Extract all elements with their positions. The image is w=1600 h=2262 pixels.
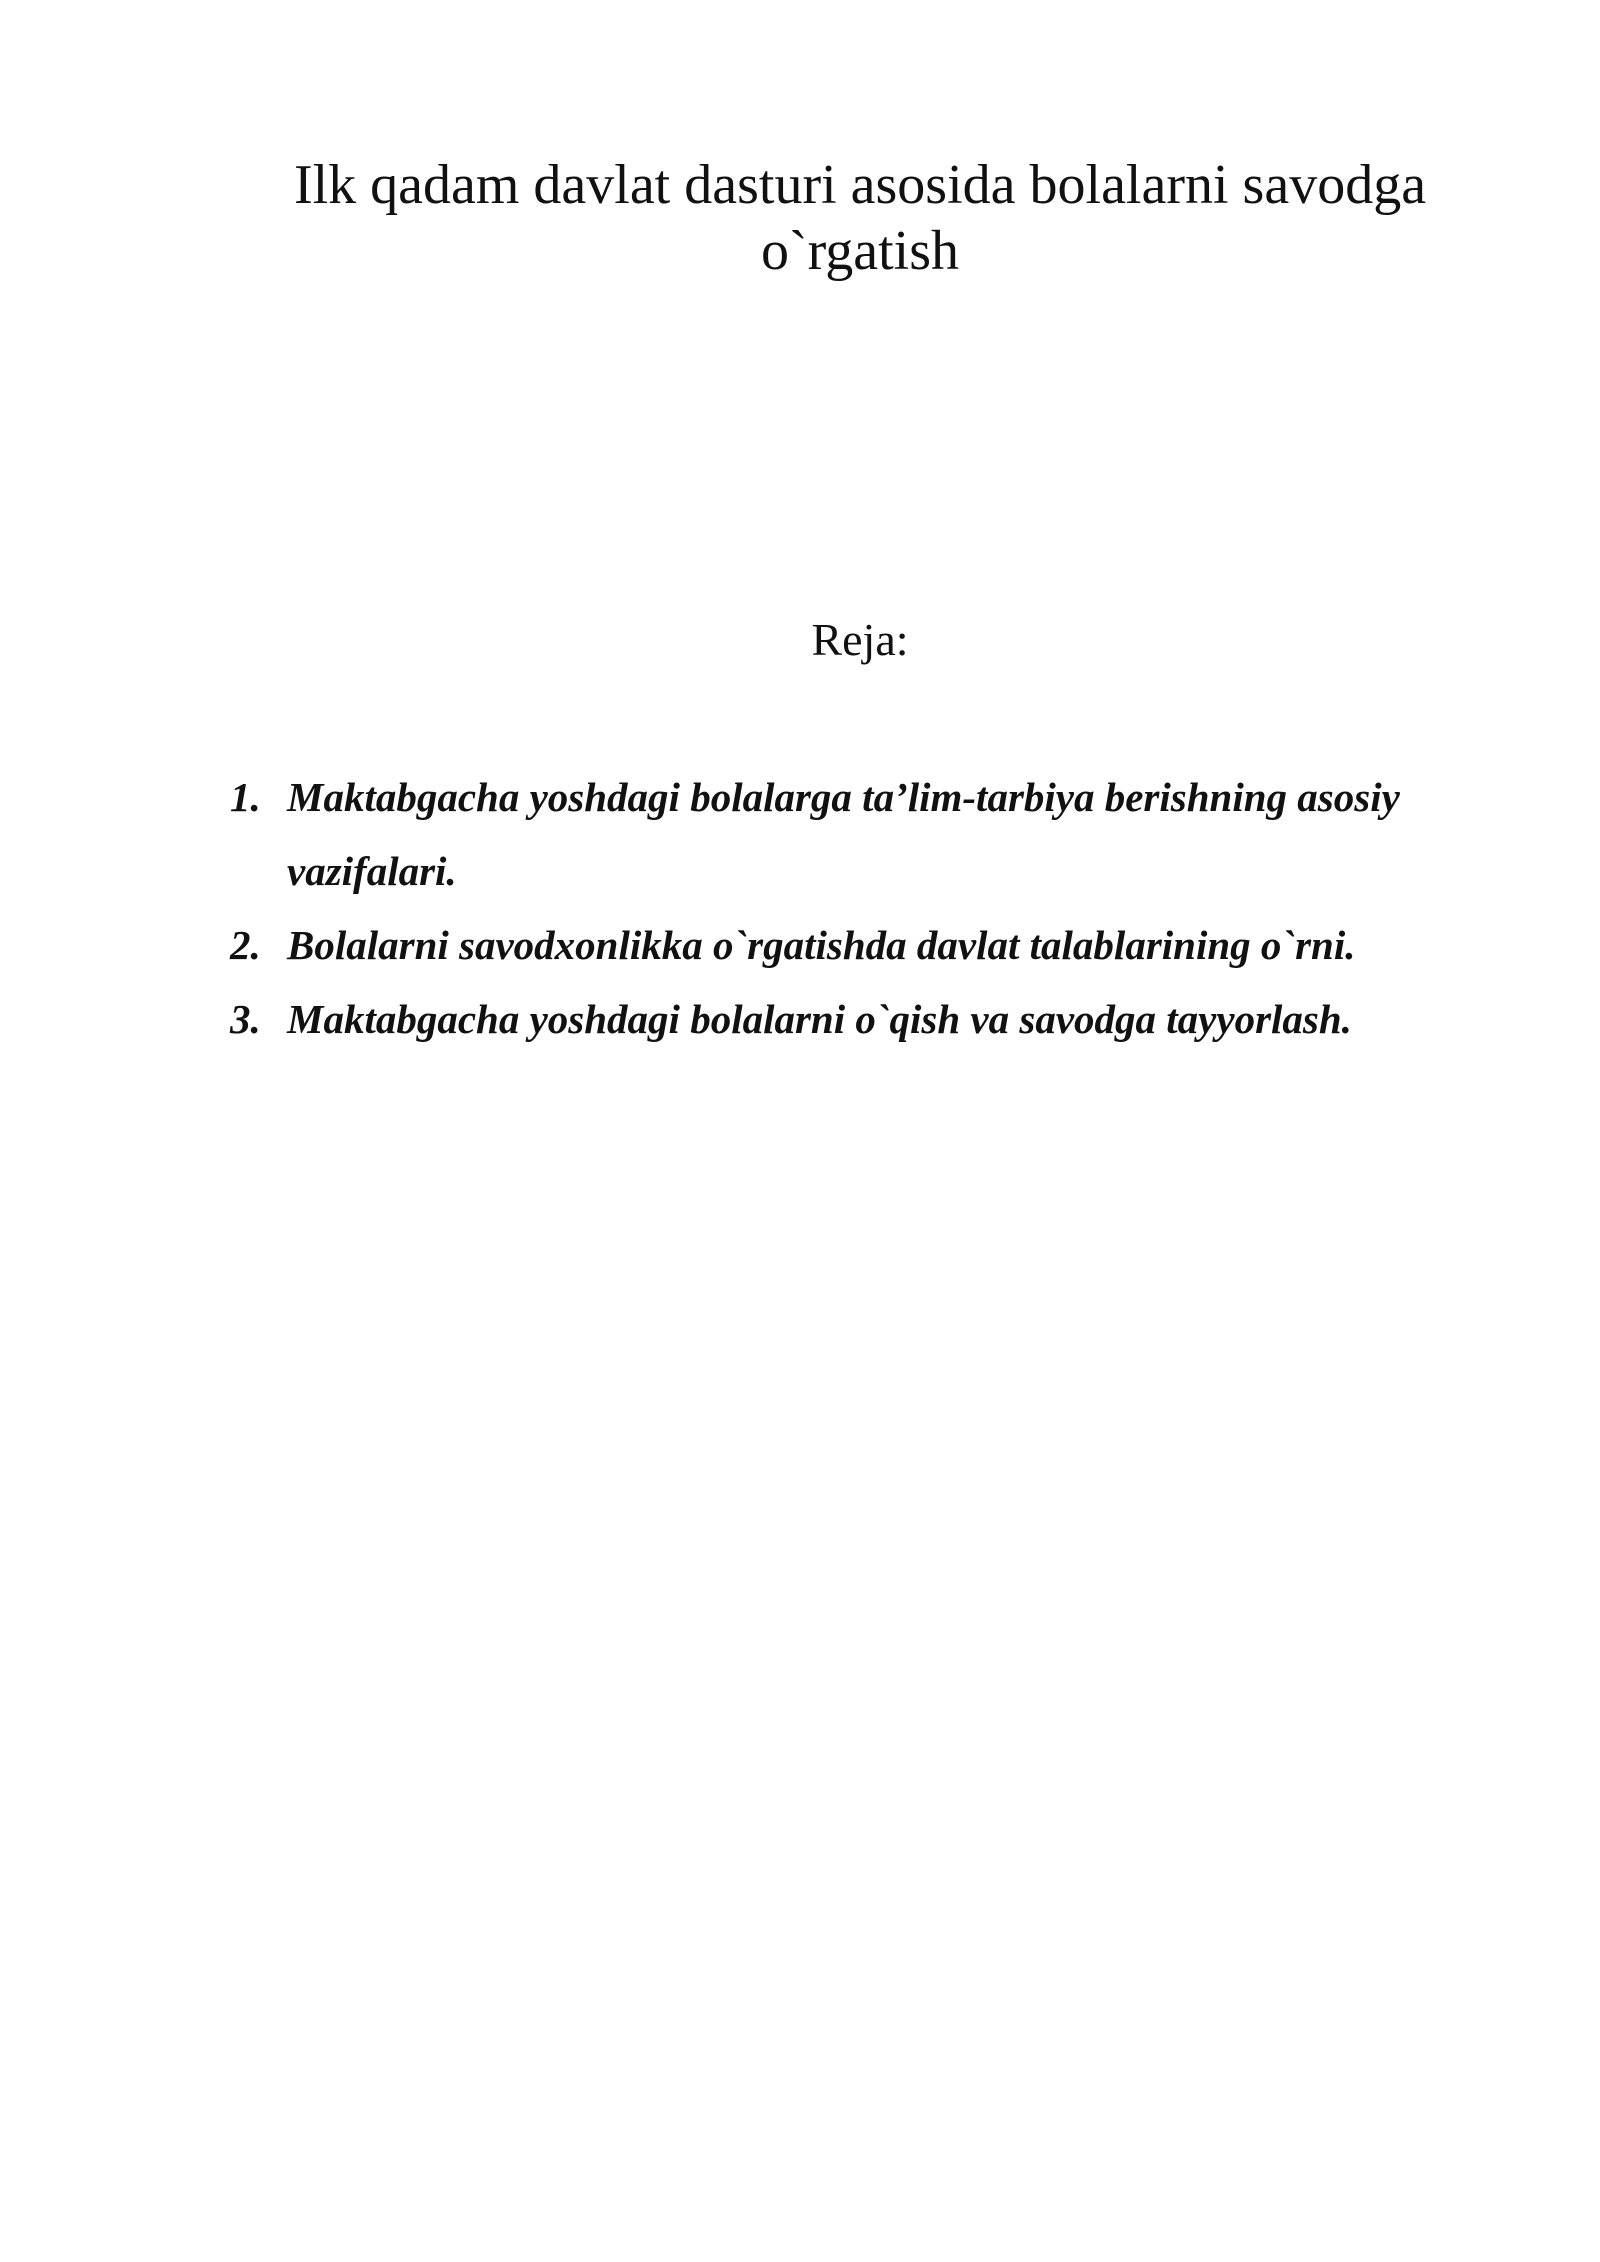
plan-item-number: 3. [230, 996, 261, 1042]
plan-list [230, 760, 1500, 1056]
plan-item-number: 1. [230, 774, 261, 820]
plan-item-3 [230, 982, 1500, 1056]
document-title: Ilk qadam davlat dasturi asosida bolalarni savodga o`rgatish [293, 154, 1427, 282]
plan-item-text: Maktabgacha yoshdagi bolalarni o`qish va savodga tayyorlash. [287, 996, 1352, 1042]
plan-item-text: Maktabgacha yoshdagi bolalarga ta’lim-tarbiya berishning asosiy vazifalari. [287, 774, 1400, 894]
plan-item-text: Bolalarni savodxonlikka o`rgatishda davlat talablarining o`rni. [287, 922, 1356, 968]
plan-item-1 [230, 760, 1500, 908]
plan-heading: Reja: [811, 614, 909, 665]
plan-item-2 [230, 908, 1500, 982]
plan-item-number: 2. [230, 922, 261, 968]
